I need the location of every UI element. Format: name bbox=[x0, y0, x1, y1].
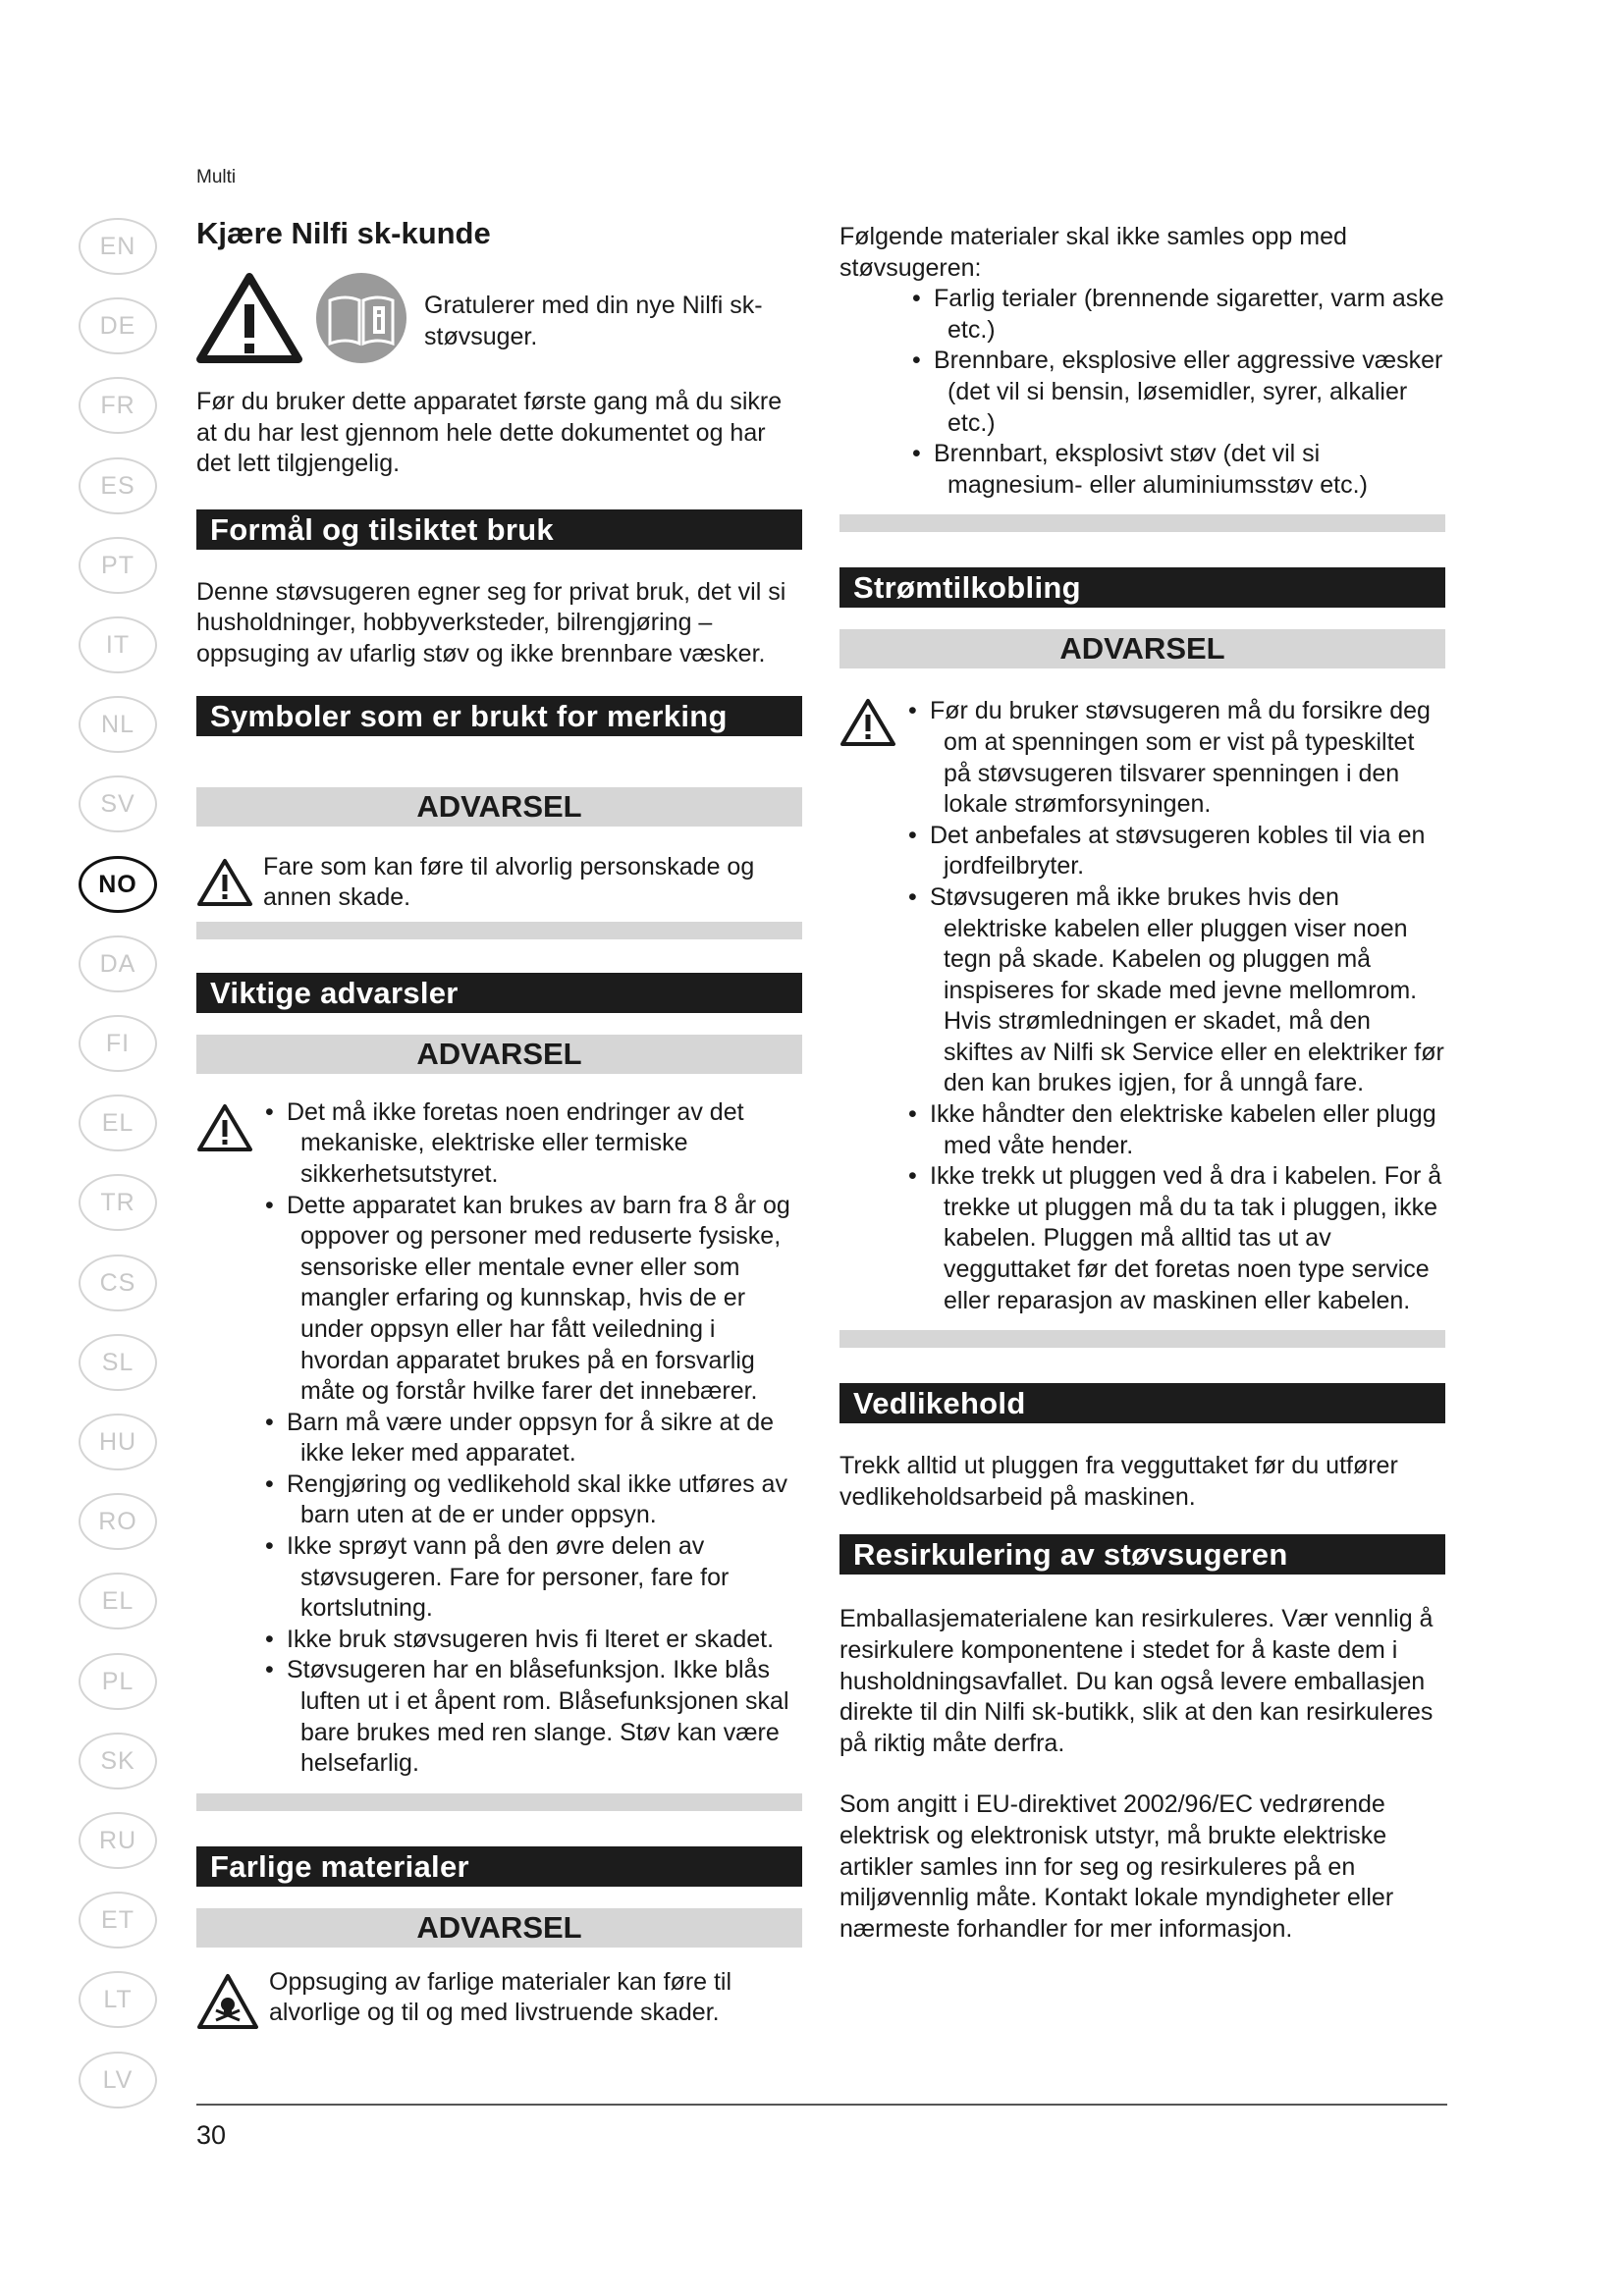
language-tab-el[interactable]: EL bbox=[79, 1573, 157, 1629]
language-tab-sl[interactable]: SL bbox=[79, 1334, 157, 1391]
toxic-hazard-icon bbox=[196, 1973, 259, 2030]
symbols-row bbox=[196, 852, 802, 914]
divider bbox=[839, 1330, 1445, 1348]
important-list-item: • Det må ikke foretas noen endringer av det mekaniske, elektriske eller termiske sikkerhetsutstyret. bbox=[263, 1097, 802, 1191]
recycling-text-2: Som angitt i EU-direktivet 2002/96/EC vedrørende elektrisk og elektronisk utstyr, må brukte elektriske artikler samles inn for seg og resirkuleres på en miljøvennlig måte. Kontakt lokale myndigheter eller nærmeste forhandler for mer informasjon. bbox=[839, 1790, 1394, 1943]
language-tab-fr[interactable]: FR bbox=[79, 377, 157, 434]
power-warning-bar: ADVARSEL bbox=[839, 629, 1445, 668]
language-tab-lt[interactable]: LT bbox=[79, 1971, 157, 2028]
power-list-item: • Ikke trekk ut pluggen ved å dra i kabelen. For å trekke ut pluggen må du ta tak i pluggen, ikke kabelen. Pluggen må alltid tas ut av vegguttaket før det foretas noen type service eller reparasjon av maskinen eller kabelen. bbox=[906, 1161, 1445, 1316]
intro-icons-row bbox=[196, 271, 802, 365]
left-column bbox=[196, 216, 802, 2030]
language-tab-es[interactable]: ES bbox=[79, 457, 157, 514]
language-tab-ru[interactable]: RU bbox=[79, 1812, 157, 1869]
language-tab-sk[interactable]: SK bbox=[79, 1733, 157, 1789]
important-warning-bar: ADVARSEL bbox=[196, 1035, 802, 1074]
footer-divider bbox=[196, 2104, 1447, 2106]
materials-list-item: • Farlig terialer (brennende sigaretter, varm aske etc.) bbox=[910, 284, 1445, 346]
important-list-item: • Ikke sprøyt vann på den øvre delen av støvsugeren. Fare for personer, fare for kortslutning. bbox=[263, 1531, 802, 1625]
warning-icon bbox=[196, 858, 253, 907]
power-list bbox=[906, 696, 1445, 1316]
materials-list bbox=[910, 284, 1445, 501]
important-list-item: • Støvsugeren har en blåsefunksjon. Ikke blås luften ut i et åpent rom. Blåsefunksjonen skal bare brukes med ren slange. Støv kan være helsefarlig. bbox=[263, 1655, 802, 1779]
hazard-warning-bar: ADVARSEL bbox=[196, 1908, 802, 1948]
language-tab-no[interactable]: NO bbox=[79, 856, 157, 913]
warning-icon bbox=[196, 1103, 253, 1152]
language-tab-pl[interactable]: PL bbox=[79, 1653, 157, 1710]
warning-icon bbox=[196, 271, 302, 365]
language-tab-it[interactable]: IT bbox=[79, 616, 157, 673]
header-label: Multi bbox=[196, 167, 237, 187]
power-row bbox=[839, 696, 1445, 1316]
important-list-item: • Ikke bruk støvsugeren hvis fi lteret er skadet. bbox=[263, 1625, 802, 1656]
language-tab-pt[interactable]: PT bbox=[79, 537, 157, 594]
right-column bbox=[839, 222, 1445, 1945]
power-list-item: • Ikke håndter den elektriske kabelen eller plugg med våte hender. bbox=[906, 1099, 1445, 1161]
hazard-row bbox=[196, 1967, 802, 2030]
section-title-symbols: Symboler som er brukt for merking bbox=[196, 696, 802, 736]
section-title-hazard: Farlige materialer bbox=[196, 1846, 802, 1887]
intro-title: Kjære Nilfi sk-kunde bbox=[196, 216, 491, 250]
language-tab-tr[interactable]: TR bbox=[79, 1174, 157, 1231]
symbols-text: Fare som kan føre til alvorlig personskade og annen skade. bbox=[263, 852, 755, 912]
important-list-item: • Barn må være under oppsyn for å sikre at de ikke leker med apparatet. bbox=[263, 1408, 802, 1469]
important-list-item: • Rengjøring og vedlikehold skal ikke utføres av barn uten at de er under oppsyn. bbox=[263, 1469, 802, 1531]
intro-congrats: Gratulerer med din nye Nilfi sk-støvsuger. bbox=[424, 292, 763, 350]
power-list-item: • Støvsugeren må ikke brukes hvis den elektriske kabelen eller pluggen viser noen tegn på skade. Kabelen og pluggen må inspiseres for skade med jevne mellomrom. Hvis strømledningen er skadet, må den skiftes av Nilfi sk Service eller en elektriker før den kan brukes igjen, for å unngå fare. bbox=[906, 882, 1445, 1099]
divider bbox=[196, 922, 802, 939]
language-tab-el[interactable]: EL bbox=[79, 1095, 157, 1151]
symbols-warning-bar: ADVARSEL bbox=[196, 787, 802, 827]
power-list-item: • Før du bruker støvsugeren må du forsikre deg om at spenningen som er vist på typeskiltet på støvsugeren tilsvarer spenningen i den lokale strømforsyningen. bbox=[906, 696, 1445, 820]
page-number: 30 bbox=[196, 2120, 227, 2150]
divider bbox=[839, 514, 1445, 532]
section-title-power: Strømtilkobling bbox=[839, 567, 1445, 608]
language-tab-et[interactable]: ET bbox=[79, 1892, 157, 1949]
section-title-purpose: Formål og tilsiktet bruk bbox=[196, 509, 802, 550]
section-title-maintenance: Vedlikehold bbox=[839, 1383, 1445, 1423]
important-list bbox=[263, 1097, 802, 1780]
purpose-text: Denne støvsugeren egner seg for privat bruk, det vil si husholdninger, hobbyverksteder, bilrengjøring – oppsuging av ufarlig støv og ikke brennbare væsker. bbox=[196, 577, 786, 667]
materials-list-item: • Brennbare, eksplosive eller aggressive væsker (det vil si bensin, løsemidler, syrer, alkalier etc.) bbox=[910, 346, 1445, 439]
language-tab-hu[interactable]: HU bbox=[79, 1414, 157, 1470]
language-tab-fi[interactable]: FI bbox=[79, 1015, 157, 1072]
language-tab-ro[interactable]: RO bbox=[79, 1493, 157, 1550]
language-tab-cs[interactable]: CS bbox=[79, 1255, 157, 1311]
language-tab-da[interactable]: DA bbox=[79, 935, 157, 992]
section-title-important: Viktige advarsler bbox=[196, 973, 802, 1013]
language-tab-nl[interactable]: NL bbox=[79, 696, 157, 753]
section-title-recycling: Resirkulering av støvsugeren bbox=[839, 1534, 1445, 1575]
recycling-text-1: Emballasjematerialene kan resirkuleres. Vær vennlig å resirkulere komponentene i stedet for å kaste dem i husholdningsavfallet. Du kan også levere emballasjen direkte til din Nilfi sk-butikk, slik at den kan resirkuleres på riktig måte derfra. bbox=[839, 1605, 1434, 1757]
important-row bbox=[196, 1097, 802, 1780]
language-tab-en[interactable]: EN bbox=[79, 218, 157, 275]
hazard-text: Oppsuging av farlige materialer kan føre til alvorlige og til og med livstruende skader. bbox=[269, 1967, 732, 2027]
intro-paragraph: Før du bruker dette apparatet første gang må du sikre at du har lest gjennom hele dette dokumentet og har det lett tilgjengelig. bbox=[196, 388, 783, 478]
language-tab-lv[interactable]: LV bbox=[79, 2052, 157, 2109]
maintenance-text: Trekk alltid ut pluggen fra vegguttaket før du utfører vedlikeholdsarbeid på maskinen. bbox=[839, 1452, 1398, 1511]
language-tab-de[interactable]: DE bbox=[79, 297, 157, 354]
power-list-item: • Det anbefales at støvsugeren kobles til via en jordfeilbryter. bbox=[906, 821, 1445, 882]
materials-intro: Følgende materialer skal ikke samles opp med støvsugeren: bbox=[839, 223, 1347, 282]
warning-icon bbox=[839, 698, 896, 747]
read-manual-icon bbox=[314, 271, 408, 365]
language-tab-sv[interactable]: SV bbox=[79, 775, 157, 832]
important-list-item: • Dette apparatet kan brukes av barn fra 8 år og oppover og personer med reduserte fysiske, sensoriske eller mentale evner eller som mangler erfaring og kunnskap, hvis de er under oppsyn eller har fått veiledning i hvordan apparatet brukes på en forsvarlig måte og forstår hvilke farer det innebærer. bbox=[263, 1191, 802, 1408]
materials-list-item: • Brennbart, eksplosivt støv (det vil si magnesium- eller aluminiumsstøv etc.) bbox=[910, 439, 1445, 501]
divider bbox=[196, 1793, 802, 1811]
